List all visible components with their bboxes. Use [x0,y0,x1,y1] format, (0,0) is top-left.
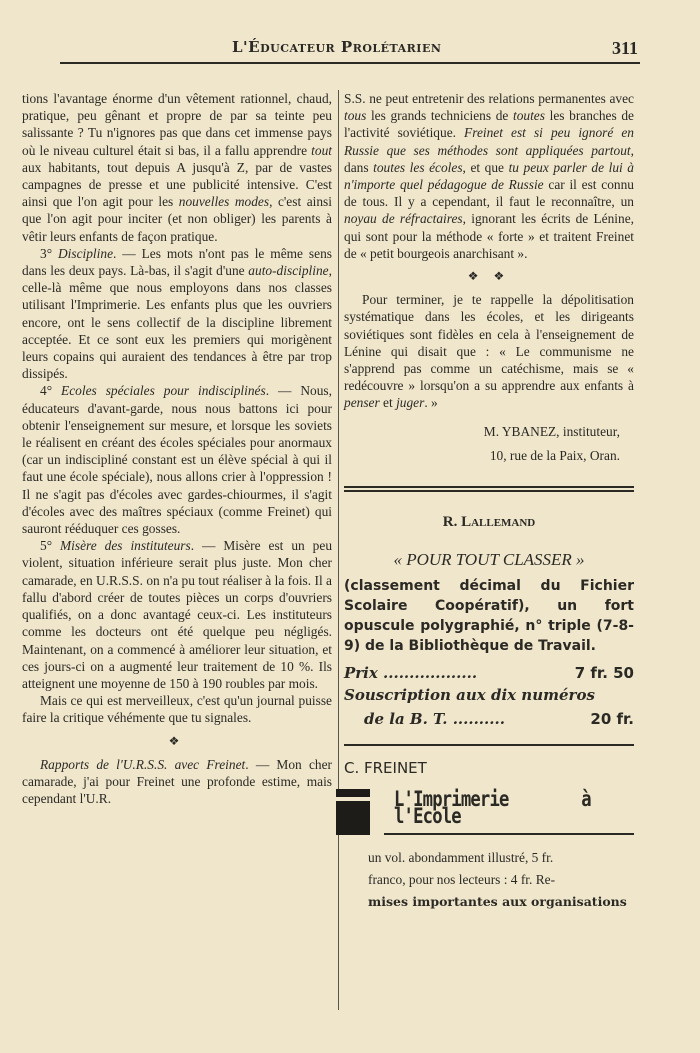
journal-title: L'Éducateur Prolétarien [232,38,442,56]
ornament: ❖ ❖ [467,269,511,284]
left-column [22,90,332,807]
book-author: R. Lallemand [442,513,536,530]
subscription-line: Souscription aux dix numéros [344,686,595,705]
subscription-label: de la B. T. .......... [364,710,505,729]
closing-paragraph: Pour terminer, je te rappelle la dépolitisation systématique dans les écoles, et les dirigeants soviétiques sont fidèles en cela à l'enseignement de Lénine qui disait que : « Le communisme ne s'apprend pas comme un catéchisme, mais se « redécouvre » lorsqu'on a su apprendre aux enfants à penser et juger. » [344,292,634,411]
price-value: 7 fr. 50 [574,664,634,683]
paragraph: Rapports de l'U.R.S.S. avec Freinet. — Mon cher camarade, j'ai pour Freinet une profonde estime, mais cependant l'U.R. [22,756,332,807]
paragraph: 4° Ecoles spéciales pour indisciplinés. — Nous, éducateurs d'avant-garde, nous nous battons ici pour obtenir l'enseignement sur mesure, et lorsque les soviets le réalisent en créant des écoles spéciales pour anormaux (car un indiscipliné constant est un élève spécial à qui il faut une école spéciale), nous allons crier à l'oppression ! Il ne s'agit pas d'écoles avec gardes-chiourmes, il s'agit d'écoles avec des maîtres spéciaux (comme Freinet) qui sauront rééduquer ces gosses. [22,383,332,537]
press-logo-icon [336,789,370,835]
subscription-row [344,708,634,730]
paragraph: Mais ce qui est merveilleux, c'est qu'un journal puisse faire la critique véhémente que tu signales. [22,693,332,726]
paragraph: 3° Discipline. — Les mots n'ont pas le même sens dans les deux pays. Là-bas, il s'agit d'une auto-discipline, celle-là même que nous employons dans nos classes utilisant l'Imprimerie. Les enfants plus que les ouvriers encore, ont le sens collectif de la discipline librement acceptée. Et ce sont eux les premiers qui morigènent leurs copains qui auraient des tendances à être par trop dissipés. [22,245,332,382]
ad-rule [384,833,634,835]
right-paragraphs [344,90,634,262]
ornament: ❖ [168,733,186,748]
column-divider [338,90,339,1010]
section-rule [344,744,634,746]
ad-line-1: un vol. abondamment illustré, 5 fr. [368,850,554,866]
header-rule [60,62,640,64]
price-label: Prix .................. [344,664,478,683]
page-number: 311 [611,38,638,58]
paragraph: 5° Misère des instituteurs. — Misère est un peu violent, situation inférieure serait plus juste. Mon cher camarade, en U.R.S.S. on n'a pu tout réaliser à la fois. Il a fallu d'abord créer de toutes pièces un corps d'ouvriers qualifiés, on a donc avantagé ceux-ci. Les instituteurs comme les docteurs ont été quelque peu négligés. Maintenant, on a commencé à améliorer leur situation, et ces jours-ci on a augmenté leur traitement de 10 %. Ils atteignent une moyenne de 150 à 190 roubles par mois. [22,538,333,691]
ad-title: L'Imprimerie à l'Ecole [394,787,591,829]
ad-banner [344,787,634,847]
ad-line-2: franco, pour nos lecteurs : 4 fr. Re- [368,872,556,888]
ad-author: C. FREINET [344,759,427,778]
signature-name: M. YBANEZ, instituteur, [483,423,620,439]
right-column [344,90,634,913]
double-rule [344,486,634,492]
ad-line-3: mises importantes aux organisations [368,894,627,910]
book-description: (classement décimal du Fichier Scolaire Coopératif), un fort opuscule polygraphié, n° triple (7-8-9) de la Bibliothèque de Travail. [344,578,634,655]
signature [344,420,634,468]
signature-address: 10, rue de la Paix, Oran. [489,447,620,463]
book-title: « POUR TOUT CLASSER » [393,549,585,569]
price-row [344,662,634,684]
subscription-value: 20 fr. [590,710,634,729]
paragraph: S.S. ne peut entretenir des relations permanentes avec tous les grands techniciens de toutes les branches de l'activité soviétique. Freinet est si peu ignoré en Russie que ses méthodes sont appliquées partout, dans toutes les écoles, et que tu peux parler de lui à n'importe quel pédagogue de Russie car il est connu de tous. Il y a cependant, il faut le reconnaître, un noyau de réfractaires, ignorant les écrits de Lénine, qui sont pour la méthode « forte » et traitent Freinet de « petit bourgeois anarchisant ». [344,91,635,261]
paragraph: tions l'avantage énorme d'un vêtement rationnel, chaud, pratique, peu gênant et propre de par sa teinte peu salissante ? Tu n'ignores pas que dans cet immense pays où le niveau culturel était si bas, il a fallu apprendre tout aux habitants, tout depuis A jusqu'à Z, par de vastes campagnes de presse et une publicité intensive. C'est ainsi que l'on agit pour les nouvelles modes, c'est ainsi que l'on agit pour inciter (et non obliger) les parents à vêtir leurs enfants de façon pratique. [22,91,332,244]
page-header [60,36,640,66]
